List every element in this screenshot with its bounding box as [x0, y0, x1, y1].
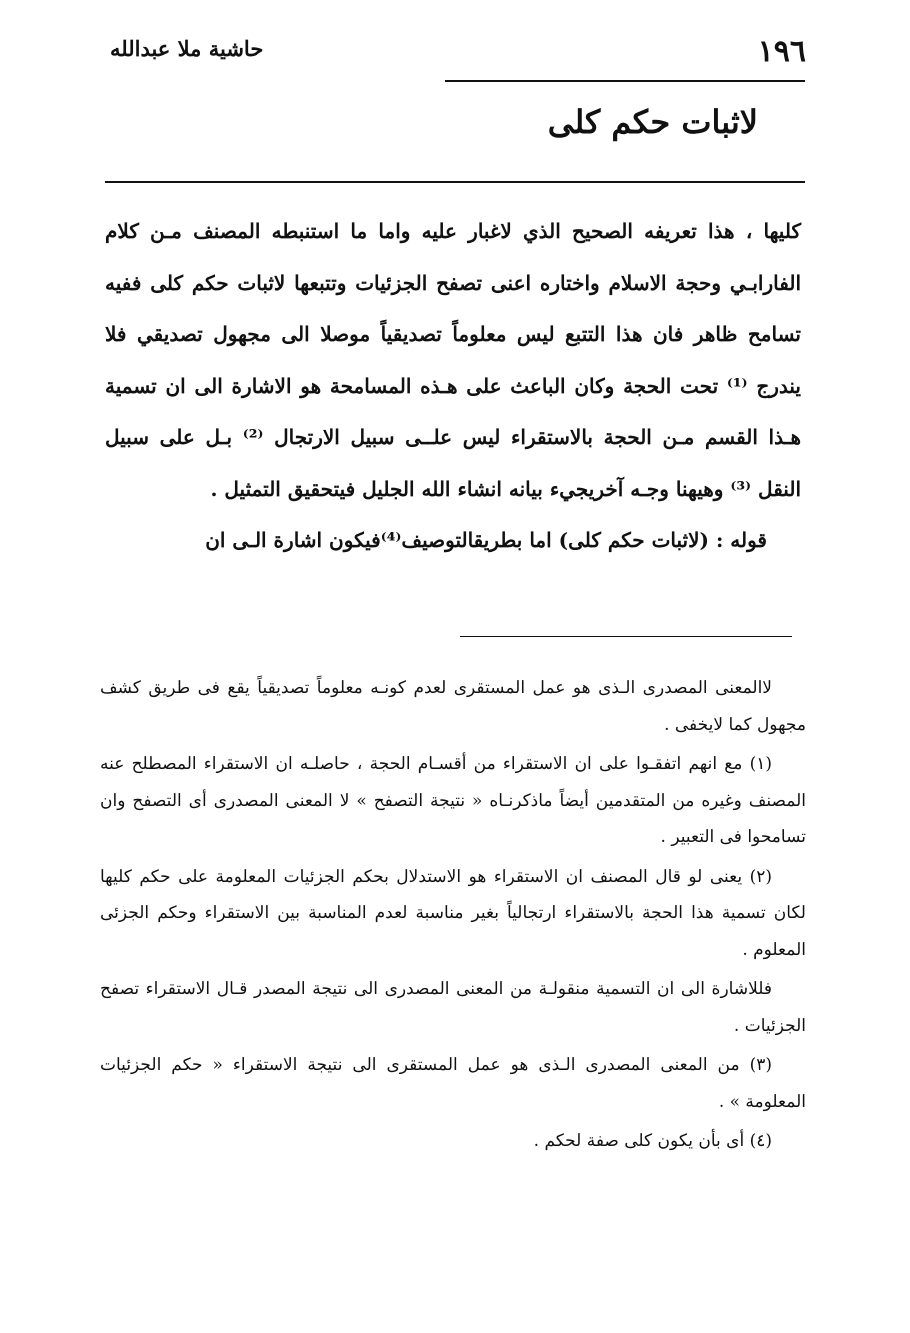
running-header: [110, 34, 806, 74]
running-title: حاشية ملا عبدالله: [110, 36, 264, 61]
footnote-2-continuation: فللاشارة الى ان التسمية منقولـة من المعنى المصدرى الى نتيجة المصدر قـال الاستقراء تصفح الجزئيات .: [100, 979, 806, 1036]
main-paragraph: كليها ، هذا تعريفه الصحيح الذي لاغبار عليه واما ما استنبطه المصنف مـن كلام الفارابـي وحجة الاسلام واختاره اعنى تصفح الجزئيات وتتبعها لاثبات حكم كلى ففيه تسامح ظاهر فان هذا التتبع ليس معلوماً تصديقياً موصلا الى مجهول تصديقي فلا يندرج ⁽¹⁾ تحت الحجة وكان الباعث على هـذه المسامحة هو الاشارة الى ان تسمية هـذا القسم مـن الحجة بالاستقراء ليس علــى سبيل الارتجال ⁽²⁾ بـل على سبيل النقل ⁽³⁾ وهيهنا وجـه آخريجيء بيانه انشاء الله الجليل فيتحقيق التمثيل .: [105, 219, 802, 501]
header-rule: [445, 80, 805, 82]
footnote-separator: [460, 636, 792, 637]
footnote-1: (١) مع انهم اتفقـوا على ان الاستقراء من أقسـام الحجة ، حاصلـه ان الاستقراء المصطلح عنه المصنف وغيره من المتقدمين أيضاً ماذكرنـاه « نتيجة التصفح » لا المعنى المصدرى أى التصفح وان تسامحوا فى التعبير .: [100, 754, 806, 847]
footnote-2: (٢) يعنى لو قال المصنف ان الاستقراء هو الاستدلال بحكم الجزئيات المعلومة على حكم كليها لكان تسمية هذا الحجة بالاستقراء ارتجالياً بغير مناسبة لعدم المناسبة بين الاستقراء وحكم الجزئى المعلوم .: [100, 866, 806, 960]
footnotes: [100, 670, 806, 1163]
footnote-continuation: لاالمعنى المصدرى الـذى هو عمل المستقرى لعدم كونـه معلوماً تصديقياً يقع فى طريق كشف مجهول كما لايخفى .: [100, 678, 806, 735]
heading-rule: [105, 181, 805, 183]
page-number: ١٩٦: [757, 34, 806, 69]
qawluh-paragraph: قوله : (لاثبات حكم كلى) اما بطريقالتوصيف⁽⁴⁾فيكون اشارة الـى ان: [205, 528, 767, 552]
section-heading: لاثبات حكم كلى: [547, 103, 758, 141]
main-text: [105, 206, 801, 567]
footnote-3: (٣) من المعنى المصدرى الـذى هو عمل المستقرى الى نتيجة الاستقراء « حكم الجزئيات المعلومة » .: [100, 1055, 806, 1112]
footnote-4: (٤) أى بأن يكون كلى صفة لحكم .: [533, 1131, 772, 1151]
